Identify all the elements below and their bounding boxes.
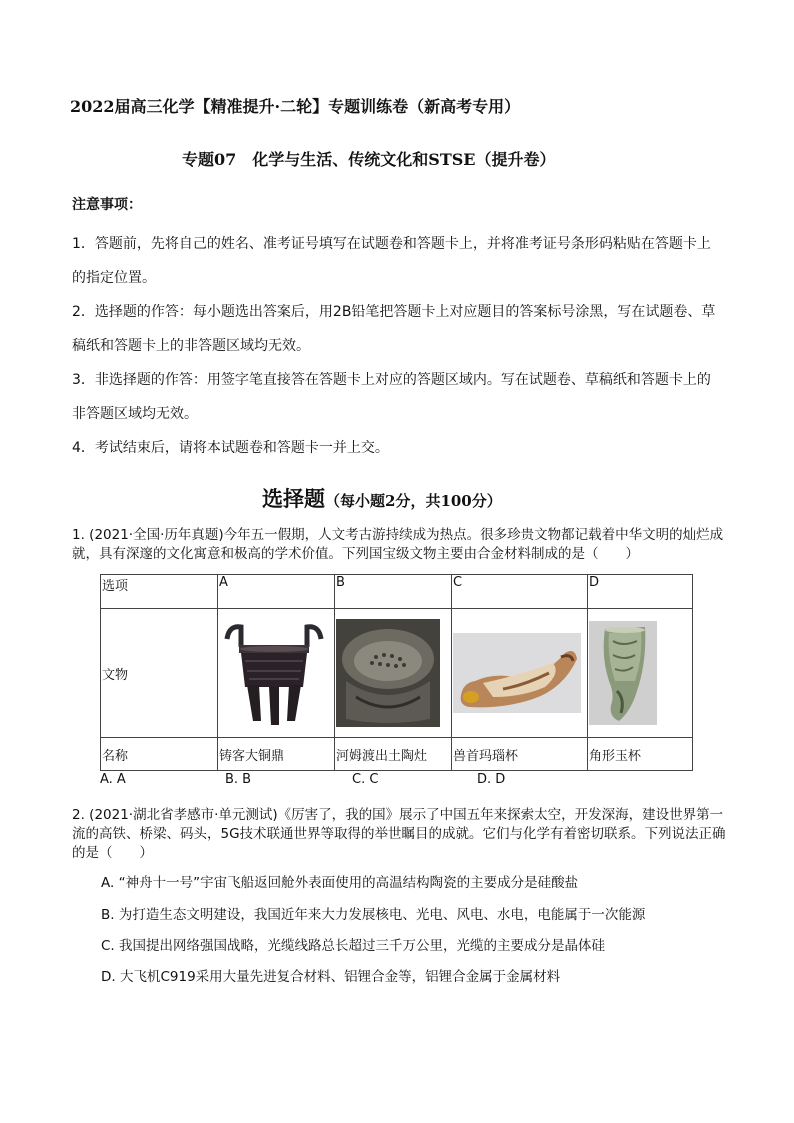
artifact-table	[100, 574, 693, 771]
artifact-d-name: 角形玉杯	[588, 738, 693, 771]
notice-heading: 注意事项：	[72, 197, 142, 213]
question-2-stem: 2. (2021·湖北省孝感市·单元测试)《厉害了，我的国》展示了中国五年来探索太空，开发深海，建设世界第一流的高铁、桥梁、码头，5G技术联通世界等取得的举世瞩目的成就。它们与化学有着密切联系。下列说法正确的是（ ）	[72, 807, 726, 861]
option-d-header: D	[588, 575, 693, 609]
row-label-name: 名称	[101, 738, 218, 771]
question-2-choice-d[interactable]: D. 大飞机C919采用大量先进复合材料、铝锂合金等，铝锂合金属于金属材料	[101, 969, 561, 985]
jade-cup-image	[589, 621, 657, 725]
answer-option-b[interactable]: B. B	[225, 772, 252, 787]
table-row	[101, 738, 693, 771]
answer-option-a[interactable]: A. A	[100, 772, 126, 787]
section-title: 选择题	[262, 486, 325, 511]
agate-cup-image	[453, 633, 581, 713]
artifact-c-name: 兽首玛瑙杯	[452, 738, 588, 771]
paper-title: 2022届高三化学【精准提升·二轮】专题训练卷（新高考专用）	[70, 97, 521, 116]
pottery-stove-image	[336, 619, 440, 727]
question-2-choice-c[interactable]: C. 我国提出网络强国战略，光缆线路总长超过三千万公里，光缆的主要成分是晶体硅	[101, 938, 606, 954]
artifact-d-cell	[588, 609, 693, 738]
artifact-b-cell	[335, 609, 452, 738]
row-label-option: 选项	[101, 575, 218, 609]
answer-option-c[interactable]: C. C	[352, 772, 379, 787]
section-note: （每小题2分，共100分）	[325, 492, 502, 510]
question-1-stem: 1. (2021·全国·历年真题)今年五一假期，人文考古游持续成为热点。很多珍贵文物都记载着中华文明的灿烂成就，具有深邃的文化寓意和极高的学术价值。下列国宝级文物主要由合金材料制成的是（ ）	[72, 527, 724, 562]
question-2-choice-b[interactable]: B. 为打造生态文明建设，我国近年来大力发展核电、光电、风电、水电，电能属于一次能源	[101, 907, 646, 923]
artifact-c-cell	[452, 609, 588, 738]
option-a-header: A	[218, 575, 335, 609]
option-c-header: C	[452, 575, 588, 609]
row-label-artifact: 文物	[101, 609, 218, 738]
answer-option-d[interactable]: D. D	[477, 772, 506, 787]
option-b-header: B	[335, 575, 452, 609]
paper-subtitle: 专题07 化学与生活、传统文化和STSE（提升卷）	[182, 150, 556, 169]
notice-item-3: 3．非选择题的作答：用签字笔直接答在答题卡上对应的答题区域内。写在试题卷、草稿纸和答题卡上的非答题区域均无效。	[72, 372, 711, 422]
artifact-b-name: 河姆渡出土陶灶	[335, 738, 452, 771]
bronze-ding-image	[219, 617, 329, 729]
table-row	[101, 609, 693, 738]
notice-item-1: 1．答题前，先将自己的姓名、准考证号填写在试题卷和答题卡上，并将准考证号条形码粘贴在答题卡上的指定位置。	[72, 236, 711, 286]
artifact-a-name: 铸客大铜鼎	[218, 738, 335, 771]
section-heading	[262, 483, 502, 513]
artifact-a-cell	[218, 609, 335, 738]
notice-item-4: 4．考试结束后，请将本试题卷和答题卡一并上交。	[72, 440, 389, 456]
table-row	[101, 575, 693, 609]
notice-item-2: 2．选择题的作答：每小题选出答案后，用2B铅笔把答题卡上对应题目的答案标号涂黑，写在试题卷、草稿纸和答题卡上的非答题区域均无效。	[72, 304, 716, 354]
question-2-choice-a[interactable]: A. “神舟十一号”宇宙飞船返回舱外表面使用的高温结构陶瓷的主要成分是硅酸盐	[101, 875, 579, 891]
